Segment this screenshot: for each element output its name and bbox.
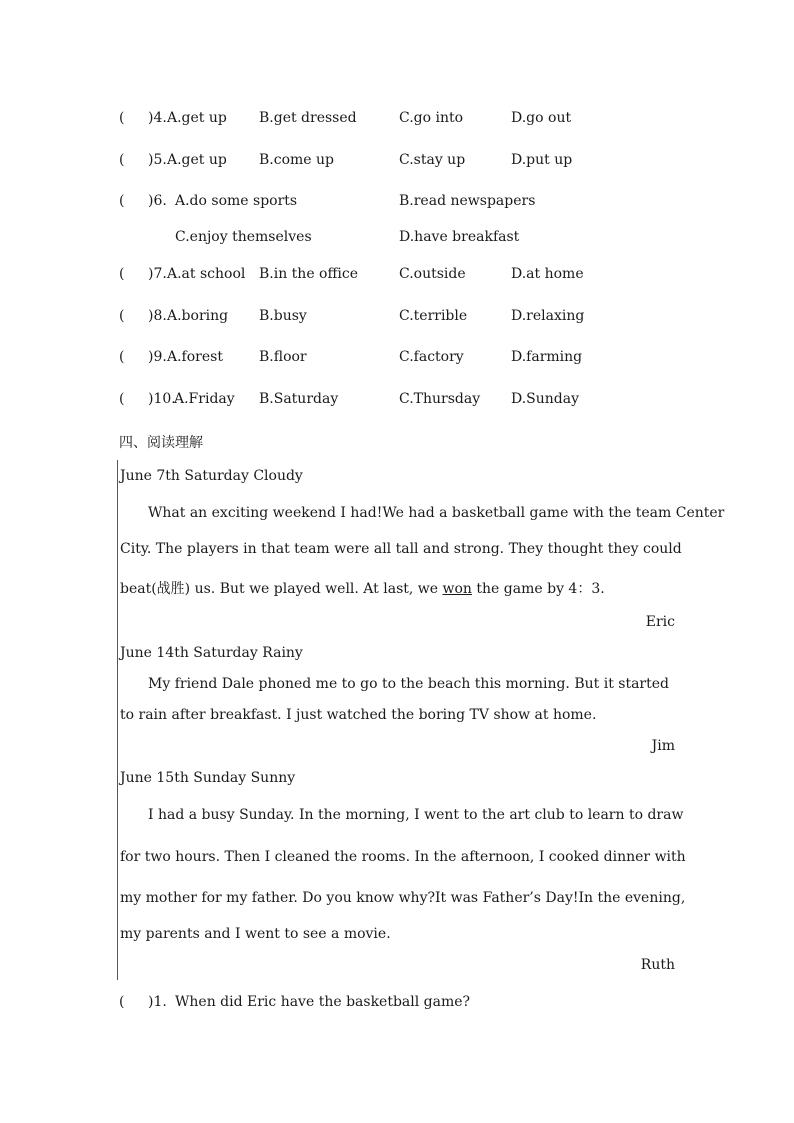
- option-a: A.get up: [167, 152, 227, 168]
- question-number: )1.: [148, 994, 167, 1010]
- entry-line: [120, 578, 605, 598]
- passage-border: [117, 460, 118, 980]
- option-d: D.farming: [511, 349, 583, 365]
- entry-header: June 7th Saturday Cloudy: [120, 468, 303, 484]
- section-heading: 四、阅读理解: [119, 435, 203, 451]
- entry-line: City. The players in that team were all tall and strong. They thought they could: [120, 541, 682, 557]
- entry-text: beat(战胜) us. But we played well. At last, we: [120, 581, 443, 597]
- option-a: A.at school: [167, 266, 246, 282]
- answer-blank[interactable]: (: [119, 152, 125, 168]
- option-b: B.in the office: [259, 266, 359, 282]
- answer-blank[interactable]: (: [119, 391, 125, 407]
- underlined-word: won: [442, 581, 472, 597]
- option-b: B.busy: [259, 308, 307, 324]
- entry-text: the game by 4：3.: [471, 581, 605, 597]
- question-number: )6.: [148, 193, 167, 209]
- answer-blank[interactable]: (: [119, 266, 125, 282]
- option-b: B.get dressed: [259, 110, 357, 126]
- option-b: B.floor: [259, 349, 307, 365]
- option-d: D.Sunday: [511, 391, 580, 407]
- entry-signature: Jim: [651, 738, 675, 754]
- question-number: )9.: [148, 349, 167, 365]
- answer-blank[interactable]: (: [119, 193, 125, 209]
- entry-line: to rain after breakfast. I just watched the boring TV show at home.: [120, 707, 597, 723]
- option-b: B.Saturday: [259, 391, 339, 407]
- entry-line: I had a busy Sunday. In the morning, I went to the art club to learn to draw: [148, 807, 684, 823]
- entry-header: June 14th Saturday Rainy: [120, 645, 303, 661]
- question-number: )4.: [148, 110, 167, 126]
- answer-blank[interactable]: (: [119, 349, 125, 365]
- answer-blank[interactable]: (: [119, 994, 125, 1010]
- option-a: A.Friday: [174, 391, 235, 407]
- option-c: C.enjoy themselves: [175, 229, 312, 245]
- option-a: A.forest: [167, 349, 223, 365]
- option-a: A.boring: [167, 308, 229, 324]
- option-d: D.have breakfast: [399, 229, 520, 245]
- entry-signature: Ruth: [640, 957, 675, 973]
- question-number: )10.: [148, 391, 176, 407]
- entry-line: my parents and I went to see a movie.: [120, 926, 391, 942]
- option-c: C.go into: [399, 110, 464, 126]
- option-c: C.Thursday: [399, 391, 481, 407]
- option-c: C.terrible: [399, 308, 468, 324]
- option-c: C.outside: [399, 266, 466, 282]
- entry-signature: Eric: [645, 614, 675, 630]
- option-a: A.get up: [167, 110, 227, 126]
- answer-blank[interactable]: (: [119, 110, 125, 126]
- entry-line: for two hours. Then I cleaned the rooms. In the afternoon, I cooked dinner with: [120, 849, 686, 865]
- option-a: A.do some sports: [175, 193, 298, 209]
- option-b: B.come up: [259, 152, 334, 168]
- option-d: D.at home: [511, 266, 584, 282]
- question-number: )5.: [148, 152, 167, 168]
- option-d: D.relaxing: [511, 308, 585, 324]
- entry-line: my mother for my father. Do you know why?It was Father’s Day!In the evening,: [120, 890, 686, 906]
- entry-line: My friend Dale phoned me to go to the beach this morning. But it started: [148, 676, 669, 692]
- option-c: C.factory: [399, 349, 464, 365]
- answer-blank[interactable]: (: [119, 308, 125, 324]
- option-d: D.put up: [511, 152, 573, 168]
- option-c: C.stay up: [399, 152, 466, 168]
- question-number: )8.: [148, 308, 167, 324]
- option-d: D.go out: [511, 110, 572, 126]
- option-b: B.read newspapers: [399, 193, 536, 209]
- question-text: When did Eric have the basketball game?: [175, 994, 471, 1010]
- entry-header: June 15th Sunday Sunny: [120, 770, 296, 786]
- entry-line: What an exciting weekend I had!We had a basketball game with the team Center: [148, 505, 725, 521]
- question-number: )7.: [148, 266, 167, 282]
